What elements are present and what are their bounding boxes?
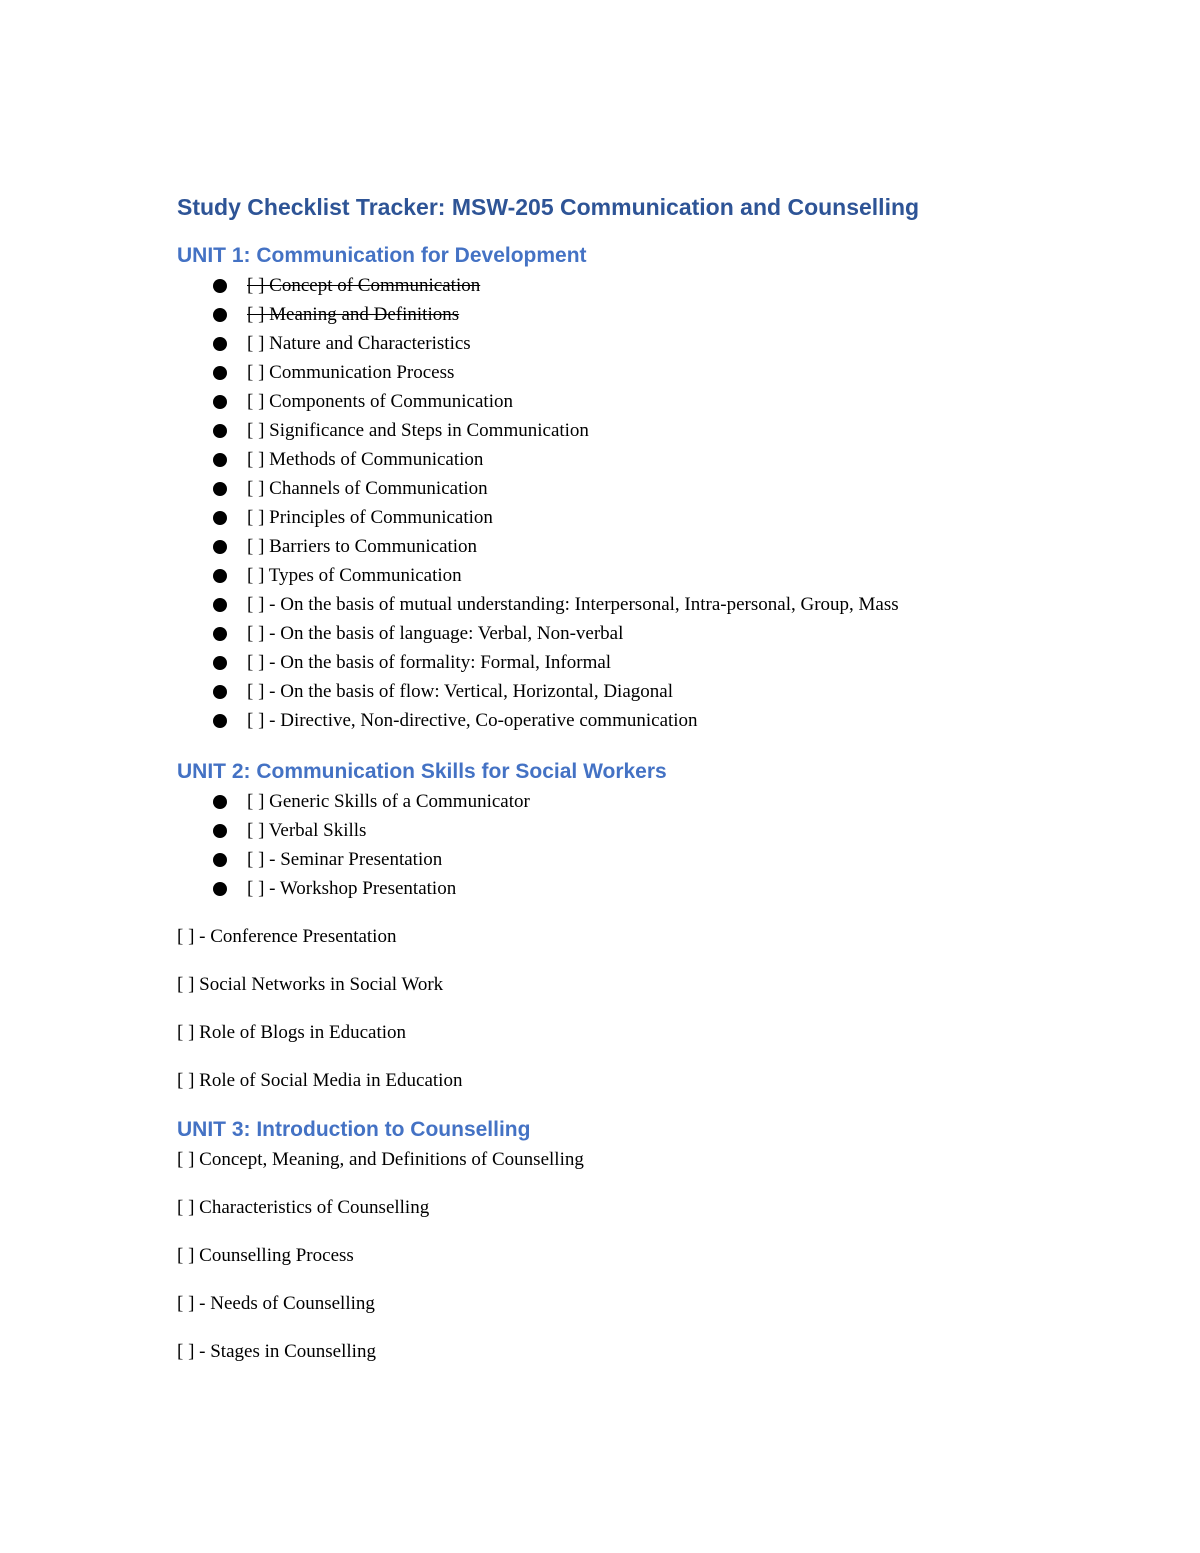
checklist-item <box>177 329 1027 358</box>
checklist-item-text: [ ] Channels of Communication <box>247 478 488 499</box>
document-title: Study Checklist Tracker: MSW-205 Communication and Counselling <box>177 194 920 220</box>
checklist-item <box>177 874 1027 903</box>
checklist-item-text: [ ] Methods of Communication <box>247 449 484 470</box>
bullet-icon <box>213 795 227 809</box>
bullet-icon <box>213 685 227 699</box>
checklist-item-text: [ ] - On the basis of formality: Formal, Informal <box>247 652 612 673</box>
checklist-item <box>177 787 1027 816</box>
checklist-item-text: [ ] Concept of Communication <box>247 275 481 296</box>
checklist-item-text: [ ] Components of Communication <box>247 391 513 412</box>
checklist-item-text: [ ] Generic Skills of a Communicator <box>247 791 530 812</box>
bullet-icon <box>213 853 227 867</box>
checklist-item-text: [ ] - Workshop Presentation <box>247 878 457 899</box>
bullet-icon <box>213 540 227 554</box>
checklist-item <box>177 416 1027 445</box>
checklist-paragraph: [ ] Role of Social Media in Education <box>177 1070 463 1091</box>
checklist-item <box>177 271 1027 300</box>
bullet-icon <box>213 824 227 838</box>
checklist-item-text: [ ] Principles of Communication <box>247 507 493 528</box>
checklist-item-text: [ ] - On the basis of flow: Vertical, Horizontal, Diagonal <box>247 681 673 702</box>
checklist-paragraph: [ ] Characteristics of Counselling <box>177 1197 430 1218</box>
bullet-icon <box>213 882 227 896</box>
checklist-item-text: [ ] Types of Communication <box>247 565 462 586</box>
checklist-item <box>177 561 1027 590</box>
checklist-item <box>177 845 1027 874</box>
unit-1-heading: UNIT 1: Communication for Development <box>177 244 587 267</box>
checklist-item <box>177 590 1027 619</box>
checklist-paragraph: [ ] - Conference Presentation <box>177 926 397 947</box>
bullet-icon <box>213 482 227 496</box>
checklist-item <box>177 445 1027 474</box>
checklist-item-text: [ ] - On the basis of mutual understanding: Interpersonal, Intra-personal, Group, Mass <box>247 594 899 615</box>
bullet-icon <box>213 511 227 525</box>
document-page <box>177 190 1027 1366</box>
checklist-item <box>177 387 1027 416</box>
unit-1-checklist <box>177 271 1027 735</box>
bullet-icon <box>213 308 227 322</box>
checklist-item <box>177 677 1027 706</box>
bullet-icon <box>213 424 227 438</box>
checklist-item <box>177 648 1027 677</box>
bullet-icon <box>213 279 227 293</box>
bullet-icon <box>213 598 227 612</box>
checklist-item <box>177 300 1027 329</box>
checklist-item <box>177 474 1027 503</box>
bullet-icon <box>213 714 227 728</box>
checklist-item-text: [ ] Verbal Skills <box>247 820 367 841</box>
checklist-item-text: [ ] - On the basis of language: Verbal, Non-verbal <box>247 623 624 644</box>
unit-2-checklist <box>177 787 1027 903</box>
unit-2-heading: UNIT 2: Communication Skills for Social Workers <box>177 760 667 783</box>
checklist-item <box>177 619 1027 648</box>
checklist-item <box>177 816 1027 845</box>
checklist-paragraph: [ ] Role of Blogs in Education <box>177 1022 407 1043</box>
bullet-icon <box>213 627 227 641</box>
bullet-icon <box>213 453 227 467</box>
checklist-paragraph: [ ] Concept, Meaning, and Definitions of Counselling <box>177 1149 584 1170</box>
checklist-paragraph: [ ] Counselling Process <box>177 1245 354 1266</box>
bullet-icon <box>213 337 227 351</box>
checklist-item-text: [ ] - Directive, Non-directive, Co-operative communication <box>247 710 698 731</box>
checklist-item-text: [ ] Nature and Characteristics <box>247 333 471 354</box>
bullet-icon <box>213 569 227 583</box>
checklist-item-text: [ ] - Seminar Presentation <box>247 849 443 870</box>
checklist-item <box>177 706 1027 735</box>
bullet-icon <box>213 656 227 670</box>
checklist-paragraph: [ ] - Stages in Counselling <box>177 1341 376 1362</box>
checklist-item <box>177 503 1027 532</box>
bullet-icon <box>213 395 227 409</box>
checklist-item <box>177 532 1027 561</box>
checklist-item-text: [ ] Barriers to Communication <box>247 536 478 557</box>
checklist-paragraph: [ ] - Needs of Counselling <box>177 1293 375 1314</box>
checklist-paragraph: [ ] Social Networks in Social Work <box>177 974 444 995</box>
bullet-icon <box>213 366 227 380</box>
checklist-item <box>177 358 1027 387</box>
checklist-item-text: [ ] Significance and Steps in Communication <box>247 420 589 441</box>
checklist-item-text: [ ] Meaning and Definitions <box>247 304 460 325</box>
checklist-item-text: [ ] Communication Process <box>247 362 455 383</box>
unit-3-heading: UNIT 3: Introduction to Counselling <box>177 1118 531 1141</box>
